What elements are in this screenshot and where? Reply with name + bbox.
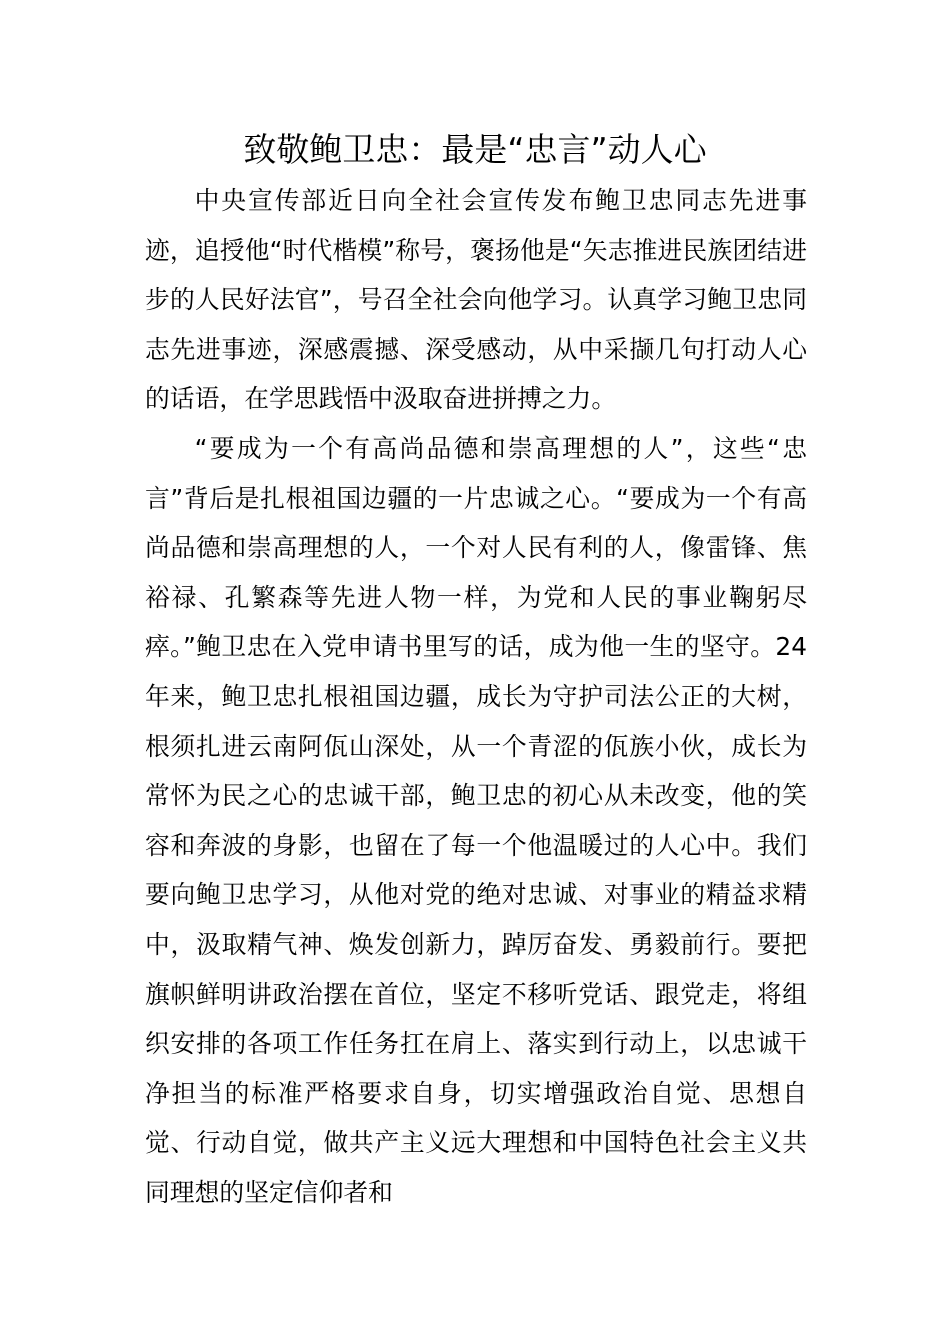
paragraph-intro: 中央宣传部近日向全社会宣传发布鲍卫忠同志先进事迹，追授他“时代楷模”称号，褒扬他是“矢志推进民族团结进步的人民好法官”，号召全社会向他学习。认真学习鲍卫忠同志先进事迹，深感震撼、深受感动，从中采撷几句打动人心的话语，在学思践悟中汲取奋进拼搏之力。	[145, 186, 807, 414]
paragraph-main: “要成为一个有高尚品德和崇高理想的人”，这些“忠言”背后是扎根祖国边疆的一片忠诚之心。“要成为一个有高尚品德和崇高理想的人，一个对人民有利的人，像雷锋、焦裕禄、孔繁森等先进人物一样，为党和人民的事业鞠躬尽瘁。”鲍卫忠在入党申请书里写的话，成为他一生的坚守。24年来，鲍卫忠扎根祖国边疆，成长为守护司法公正的大树，根须扎进云南阿佤山深处，从一个青涩的佤族小伙，成长为常怀为民之心的忠诚干部，鲍卫忠的初心从未改变，他的笑容和奔波的身影，也留在了每一个他温暖过的人心中。我们要向鲍卫忠学习，从他对党的绝对忠诚、对事业的精益求精中，汲取精气神、焕发创新力，踔厉奋发、勇毅前行。要把旗帜鲜明讲政治摆在首位，坚定不移听党话、跟党走，将组织安排的各项工作任务扛在肩上、落实到行动上，以忠诚干净担当的标准严格要求自身，切实增强政治自觉、思想自觉、行动自觉，做共产主义远大理想和中国特色社会主义共同理想的坚定信仰者和	[145, 433, 807, 1207]
article-body	[145, 176, 807, 1217]
article-title: 致敬鲍卫忠：最是“忠言”动人心	[243, 130, 707, 169]
